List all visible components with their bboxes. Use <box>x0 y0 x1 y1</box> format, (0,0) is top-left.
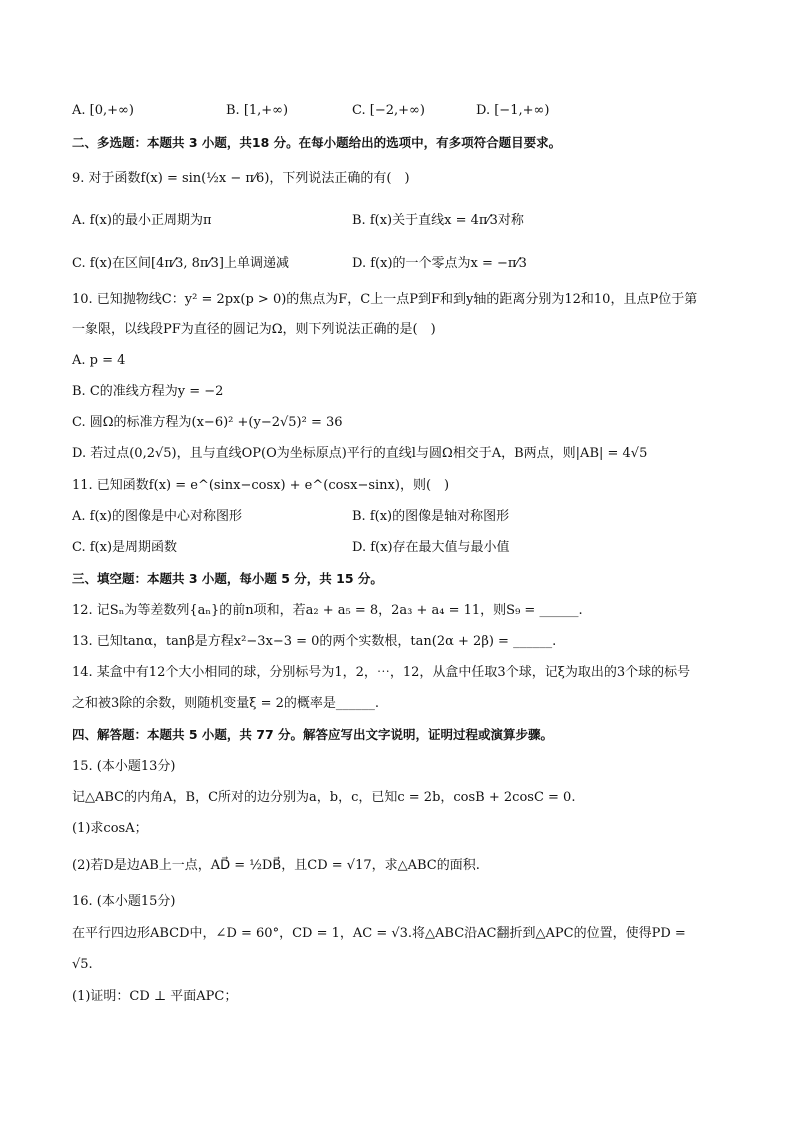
q10-option-c: C. 圆Ω的标准方程为(x−6)² +(y−2√5)² = 36 <box>72 415 343 430</box>
q9-stem: 9. 对于函数f(x) = sin(½x − π⁄6)，下列说法正确的有( ) <box>72 171 410 186</box>
q15-part2: (2)若D是边AB上一点，AD⃗ = ½DB⃗，且CD = √17，求△ABC的面积. <box>72 858 480 873</box>
q16-part1: (1)证明：CD ⊥ 平面APC； <box>72 989 238 1004</box>
q15-title: 15. (本小题13分) <box>72 759 176 774</box>
q10-option-a: A. p = 4 <box>72 353 126 368</box>
q16-title: 16. (本小题15分) <box>72 894 176 909</box>
q14-stem-line1: 14. 某盒中有12个大小相同的球，分别标号为1，2，⋯，12，从盒中任取3个球，记ξ为取出的3个球的标号 <box>72 665 691 680</box>
q8-option-c: C. [−2,+∞) <box>352 103 425 118</box>
q11-option-d: D. f(x)存在最大值与最小值 <box>352 540 510 555</box>
q9-option-a: A. f(x)的最小正周期为π <box>72 213 212 228</box>
q11-option-a: A. f(x)的图像是中心对称图形 <box>72 509 242 524</box>
q10-option-d: D. 若过点(0,2√5)，且与直线OP(O为坐标原点)平行的直线l与圆Ω相交于A，B两点，则|AB| = 4√5 <box>72 446 648 461</box>
q10-option-b: B. C的准线方程为y = −2 <box>72 384 224 399</box>
q12-stem: 12. 记Sₙ为等差数列{aₙ}的前n项和，若a₂ + a₅ = 8，2a₃ + a₄ = 11，则S₉ = ______. <box>72 603 583 618</box>
q13-stem: 13. 已知tanα，tanβ是方程x²−3x−3 = 0的两个实数根，tan(2α + 2β) = ______. <box>72 634 557 649</box>
q9-option-d: D. f(x)的一个零点为x = −π⁄3 <box>352 256 527 271</box>
q11-option-b: B. f(x)的图像是轴对称图形 <box>352 509 510 524</box>
q16-stem-line1: 在平行四边形ABCD中，∠D = 60°，CD = 1，AC = √3.将△ABC沿AC翻折到△APC的位置，使得PD = <box>72 926 686 941</box>
q9-option-c: C. f(x)在区间[4π⁄3, 8π⁄3]上单调递减 <box>72 256 289 271</box>
q16-stem-line2: √5. <box>72 957 93 972</box>
q15-part1: (1)求cosA； <box>72 821 148 836</box>
section2-header: 二、多选题：本题共 3 小题，共18 分。在每小题给出的选项中，有多项符合题目要求。 <box>72 135 562 150</box>
q9-option-b: B. f(x)关于直线x = 4π⁄3对称 <box>352 213 524 228</box>
q8-option-a: A. [0,+∞) <box>72 103 134 118</box>
q11-option-c: C. f(x)是周期函数 <box>72 540 178 555</box>
q10-stem-line2: 一象限，以线段PF为直径的圆记为Ω，则下列说法正确的是( ) <box>72 322 436 337</box>
q8-option-b: B. [1,+∞) <box>226 103 289 118</box>
q14-stem-line2: 之和被3除的余数，则随机变量ξ = 2的概率是______. <box>72 696 379 711</box>
q15-stem: 记△ABC的内角A，B，C所对的边分别为a，b，c，已知c = 2b，cosB + 2cosC = 0. <box>72 790 576 805</box>
q8-option-d: D. [−1,+∞) <box>476 103 550 118</box>
q10-stem-line1: 10. 已知抛物线C：y² = 2px(p > 0)的焦点为F，C上一点P到F和到y轴的距离分别为12和10，且点P位于第 <box>72 292 698 307</box>
section3-header: 三、填空题：本题共 3 小题，每小题 5 分，共 15 分。 <box>72 571 383 586</box>
section4-header: 四、解答题：本题共 5 小题，共 77 分。解答应写出文字说明，证明过程或演算步骤。 <box>72 727 554 742</box>
q11-stem: 11. 已知函数f(x) = e^(sinx−cosx) + e^(cosx−sinx)，则( ) <box>72 478 450 493</box>
